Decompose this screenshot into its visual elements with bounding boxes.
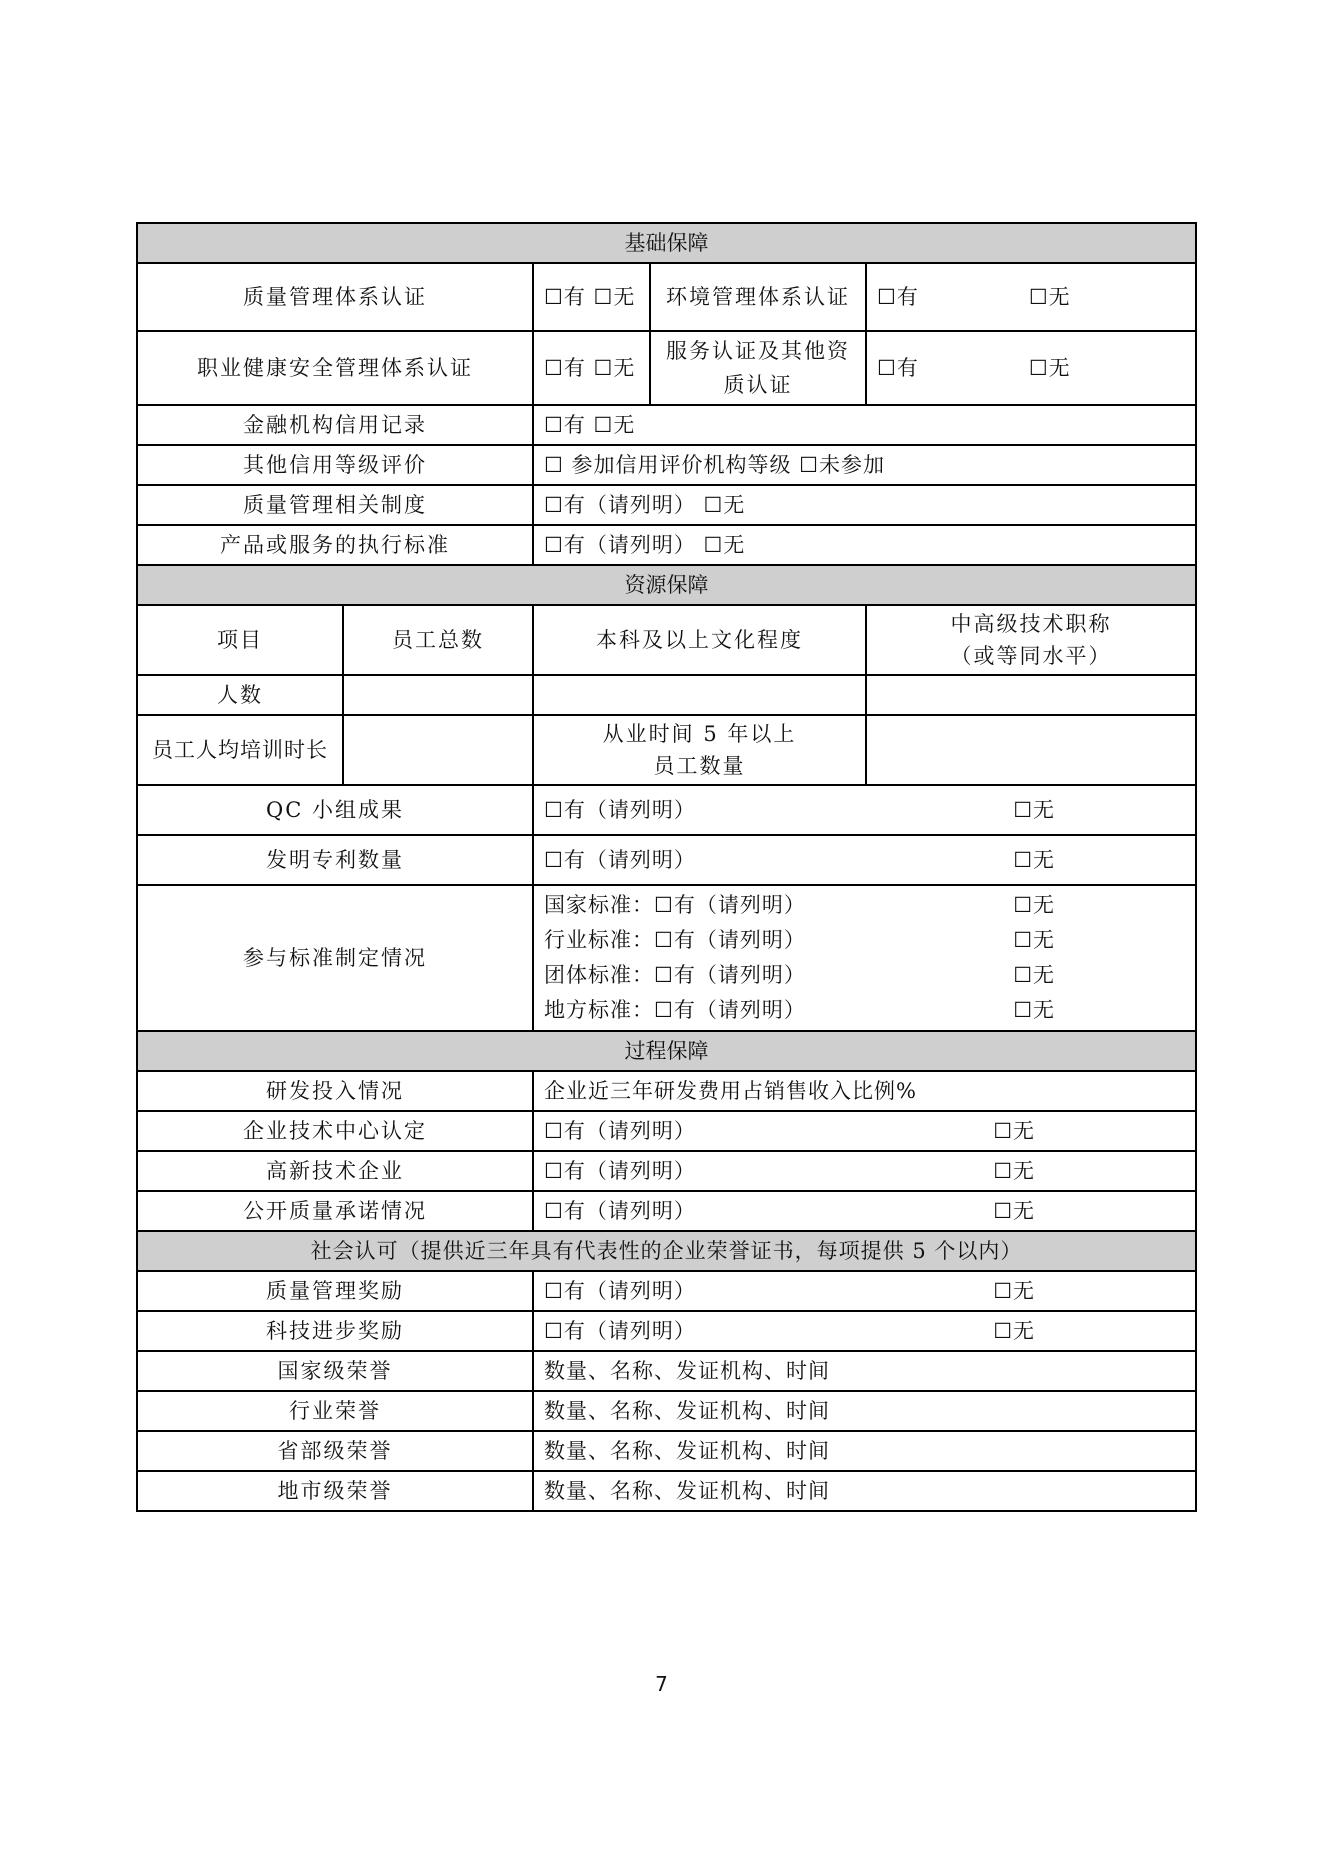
quality-award-yes-checkbox[interactable]: ☐有（请列明） (544, 1279, 696, 1303)
title-count-input[interactable] (866, 675, 1196, 715)
industry-honor-fields[interactable]: 数量、名称、发证机构、时间 (533, 1391, 1196, 1431)
financial-credit-label: 金融机构信用记录 (137, 405, 533, 445)
tech-center-yes-checkbox[interactable]: ☐有（请列明） (544, 1119, 696, 1143)
exec-standard-options[interactable]: ☐有（请列明） ☐无 (533, 525, 1196, 565)
patent-yes-checkbox[interactable]: ☐有（请列明） (544, 848, 696, 872)
section-header-basic: 基础保障 (137, 223, 1196, 263)
col-header-item: 项目 (137, 605, 343, 675)
service-cert-no-checkbox[interactable]: ☐无 (1028, 356, 1071, 380)
patent-no-checkbox[interactable]: ☐无 (1013, 848, 1056, 872)
col-header-title-line1: 中高级技术职称 (950, 612, 1112, 636)
qc-no-checkbox[interactable]: ☐无 (1013, 798, 1056, 822)
province-honor-label: 省部级荣誉 (137, 1431, 533, 1471)
experience-label-line1: 从业时间 5 年以上 (602, 722, 797, 746)
quality-award-no-checkbox[interactable]: ☐无 (993, 1279, 1036, 1303)
experience-label-line2: 员工数量 (653, 754, 746, 778)
industry-standard-yes[interactable]: 行业标准：☐有（请列明） (544, 928, 806, 952)
degree-count-input[interactable] (533, 675, 866, 715)
quality-award-label: 质量管理奖励 (137, 1271, 533, 1311)
standard-row-group (544, 958, 1185, 993)
city-honor-fields[interactable]: 数量、名称、发证机构、时间 (533, 1471, 1196, 1511)
col-header-degree: 本科及以上文化程度 (533, 605, 866, 675)
tech-award-no-checkbox[interactable]: ☐无 (993, 1319, 1036, 1343)
tech-award-label: 科技进步奖励 (137, 1311, 533, 1351)
qc-yes-checkbox[interactable]: ☐有（请列明） (544, 798, 696, 822)
hitech-no-checkbox[interactable]: ☐无 (993, 1159, 1036, 1183)
total-count-input[interactable] (343, 675, 533, 715)
standard-row-local (544, 993, 1185, 1028)
industry-honor-label: 行业荣誉 (137, 1391, 533, 1431)
col-header-title-line2: （或等同水平） (950, 644, 1112, 668)
ohs-label: 职业健康安全管理体系认证 (137, 331, 533, 405)
hitech-yes-checkbox[interactable]: ☐有（请列明） (544, 1159, 696, 1183)
experience-label (533, 715, 866, 785)
col-header-title (866, 605, 1196, 675)
quality-assessment-form (136, 222, 1197, 1512)
service-cert-yes-checkbox[interactable]: ☐有 (877, 356, 919, 380)
qms-label: 质量管理体系认证 (137, 263, 533, 331)
ems-label: 环境管理体系认证 (650, 263, 866, 331)
quality-promise-yes-checkbox[interactable]: ☐有（请列明） (544, 1199, 696, 1223)
credit-rating-options[interactable]: ☐ 参加信用评价机构等级 ☐未参加 (533, 445, 1196, 485)
row-label-count: 人数 (137, 675, 343, 715)
credit-rating-label: 其他信用等级评价 (137, 445, 533, 485)
national-standard-no[interactable]: ☐无 (1013, 893, 1056, 917)
service-cert-label: 服务认证及其他资质认证 (650, 331, 866, 405)
exec-standard-label: 产品或服务的执行标准 (137, 525, 533, 565)
training-hours-input[interactable] (343, 715, 533, 785)
patent-label: 发明专利数量 (137, 835, 533, 885)
standard-making-options (533, 885, 1196, 1031)
local-standard-no[interactable]: ☐无 (1013, 998, 1056, 1022)
tech-center-label: 企业技术中心认定 (137, 1111, 533, 1151)
ohs-checkbox-group[interactable]: ☐有 ☐无 (533, 331, 650, 405)
national-standard-yes[interactable]: 国家标准：☐有（请列明） (544, 893, 806, 917)
local-standard-yes[interactable]: 地方标准：☐有（请列明） (544, 998, 806, 1022)
ems-yes-checkbox[interactable]: ☐有 (877, 285, 919, 309)
tech-center-no-checkbox[interactable]: ☐无 (993, 1119, 1036, 1143)
qc-label: QC 小组成果 (137, 785, 533, 835)
page-number: 7 (655, 1672, 668, 1696)
standard-row-industry (544, 923, 1185, 958)
group-standard-no[interactable]: ☐无 (1013, 963, 1056, 987)
province-honor-fields[interactable]: 数量、名称、发证机构、时间 (533, 1431, 1196, 1471)
standard-row-national (544, 888, 1185, 923)
industry-standard-no[interactable]: ☐无 (1013, 928, 1056, 952)
national-honor-label: 国家级荣誉 (137, 1351, 533, 1391)
group-standard-yes[interactable]: 团体标准：☐有（请列明） (544, 963, 806, 987)
section-header-social: 社会认可（提供近三年具有代表性的企业荣誉证书，每项提供 5 个以内） (137, 1231, 1196, 1271)
standard-making-label: 参与标准制定情况 (137, 885, 533, 1031)
quality-system-options[interactable]: ☐有（请列明） ☐无 (533, 485, 1196, 525)
city-honor-label: 地市级荣誉 (137, 1471, 533, 1511)
qms-checkbox-group[interactable]: ☐有 ☐无 (533, 263, 650, 331)
row-label-training: 员工人均培训时长 (137, 715, 343, 785)
national-honor-fields[interactable]: 数量、名称、发证机构、时间 (533, 1351, 1196, 1391)
financial-credit-options[interactable]: ☐有 ☐无 (533, 405, 1196, 445)
section-header-resource: 资源保障 (137, 565, 1196, 605)
rd-value[interactable]: 企业近三年研发费用占销售收入比例% (533, 1071, 1196, 1111)
section-header-process: 过程保障 (137, 1031, 1196, 1071)
hitech-label: 高新技术企业 (137, 1151, 533, 1191)
quality-promise-no-checkbox[interactable]: ☐无 (993, 1199, 1036, 1223)
tech-award-yes-checkbox[interactable]: ☐有（请列明） (544, 1319, 696, 1343)
ems-no-checkbox[interactable]: ☐无 (1028, 285, 1071, 309)
quality-system-label: 质量管理相关制度 (137, 485, 533, 525)
experience-count-input[interactable] (866, 715, 1196, 785)
quality-promise-label: 公开质量承诺情况 (137, 1191, 533, 1231)
rd-label: 研发投入情况 (137, 1071, 533, 1111)
col-header-total: 员工总数 (343, 605, 533, 675)
